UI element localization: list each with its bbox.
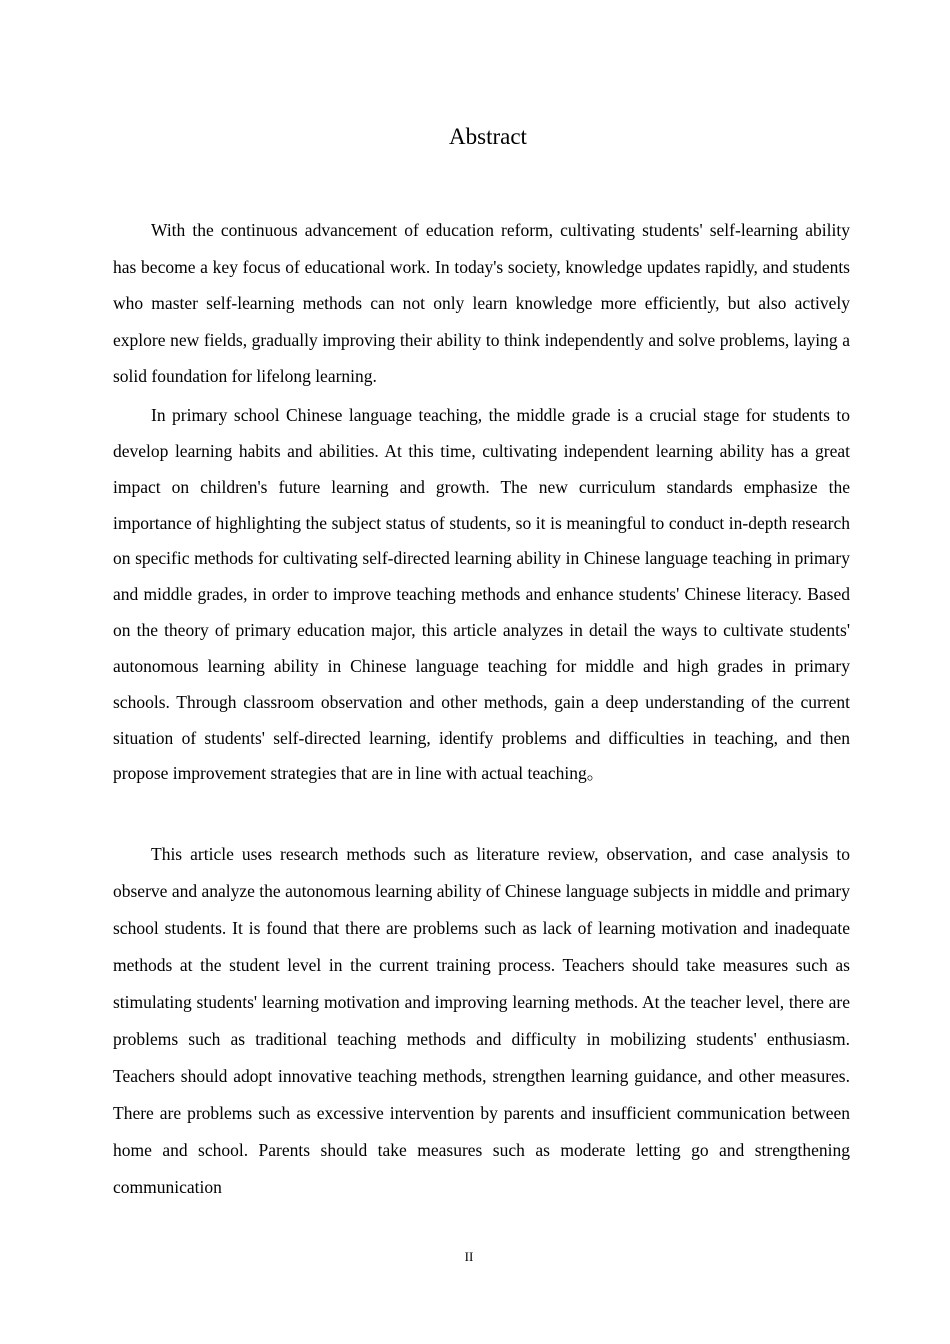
abstract-paragraph-1: With the continuous advancement of education reform, cultivating students' self-learning ability has become a key focus of educational work. In today's society, knowledge updates rapidly, and students who master self-learning methods can not only learn knowledge more efficiently, but also actively explore new fields, gradually improving their ability to think independently and solve problems, laying a solid foundation for lifelong learning. — [113, 220, 850, 387]
abstract-paragraph-2: In primary school Chinese language teaching, the middle grade is a crucial stage for students to develop learning habits and abilities. At this time, cultivating independent learning ability has a great impact on children's future learning and growth. The new curriculum standards emphasize the importance of highlighting the subject status of students, so it is meaningful to conduct in-depth research on specific methods for cultivating self-directed learning ability in Chinese language teaching in primary and middle grades, in order to improve teaching methods and enhance students' Chinese literacy. Based on the theory of primary education major, this article analyzes in detail the ways to cultivate students' autonomous learning ability in Chinese language teaching for middle and high grades in primary schools. Through classroom observation and other methods, gain a deep understanding of the current situation of students' self-directed learning, identify problems and difficulties in teaching, and then propose improvement strategies that are in line with actual teaching。 — [113, 405, 850, 784]
page-title: Abstract — [449, 124, 527, 149]
abstract-paragraph-3: This article uses research methods such as literature review, observation, and case analysis to observe and analyze the autonomous learning ability of Chinese language subjects in middle and primary school students. It is found that there are problems such as lack of learning motivation and inadequate methods at the student level in the current training process. Teachers should take measures such as stimulating students' learning motivation and improving learning methods. At the teacher level, there are problems such as traditional teaching methods and difficulty in mobilizing students' enthusiasm. Teachers should adopt innovative teaching methods, strengthen learning guidance, and other measures. There are problems such as excessive intervention by parents and insufficient communication between home and school. Parents should take measures such as moderate letting go and strengthening communication — [113, 844, 850, 1197]
page-number: II — [464, 1249, 474, 1264]
